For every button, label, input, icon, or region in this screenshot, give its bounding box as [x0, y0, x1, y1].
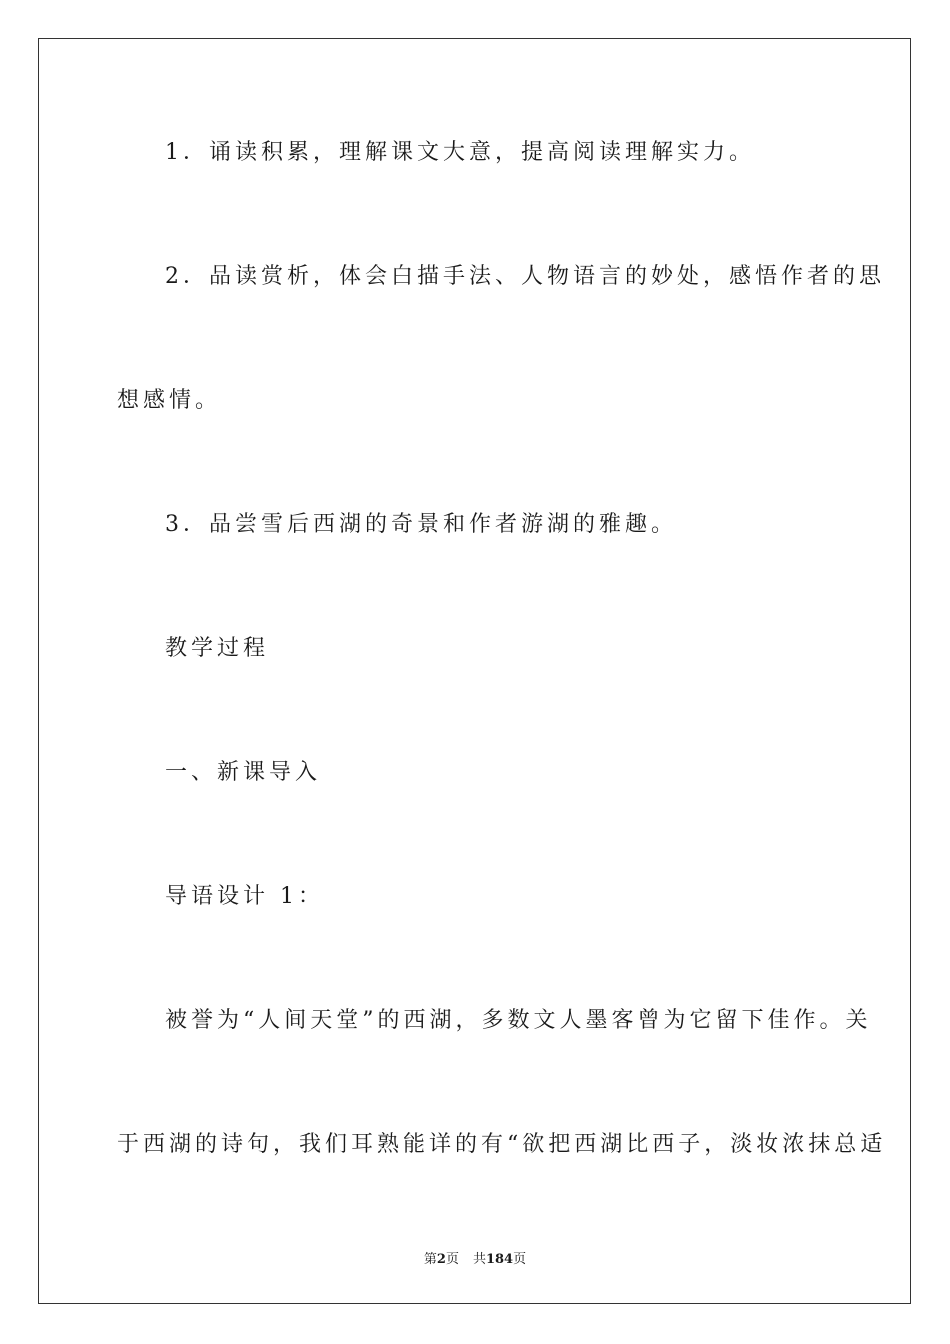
objective-1: 1．诵读积累，理解课文大意，提高阅读理解实力。 [165, 140, 755, 165]
footer-total-pages: 184 [485, 1252, 514, 1267]
objective-2-line-2: 想感情。 [117, 388, 222, 413]
footer-total-prefix: 共 [472, 1252, 486, 1267]
footer-page-number: 2 [436, 1252, 446, 1267]
footer-page-prefix: 第 [423, 1252, 437, 1267]
paragraph-line-1: 被誉为“人间天堂”的西湖，多数文人墨客曾为它留下佳作。关 [165, 1008, 872, 1033]
subsection-heading-new-lesson-intro: 一、新课导入 [165, 760, 322, 785]
paragraph-line-2: 于西湖的诗句，我们耳熟能详的有“欲把西湖比西子，淡妆浓抹总适 [117, 1132, 887, 1157]
page-border [38, 38, 911, 1304]
page-footer [0, 1248, 950, 1267]
footer-total-suffix: 页 [513, 1252, 527, 1267]
section-heading-teaching-process: 教学过程 [165, 636, 270, 661]
intro-design-label: 导语设计 1： [165, 884, 324, 909]
objective-3: 3．品尝雪后西湖的奇景和作者游湖的雅趣。 [165, 512, 677, 537]
footer-page-suffix: 页 [445, 1252, 459, 1267]
objective-2-line-1: 2．品读赏析，体会白描手法、人物语言的妙处，感悟作者的思 [165, 264, 885, 289]
